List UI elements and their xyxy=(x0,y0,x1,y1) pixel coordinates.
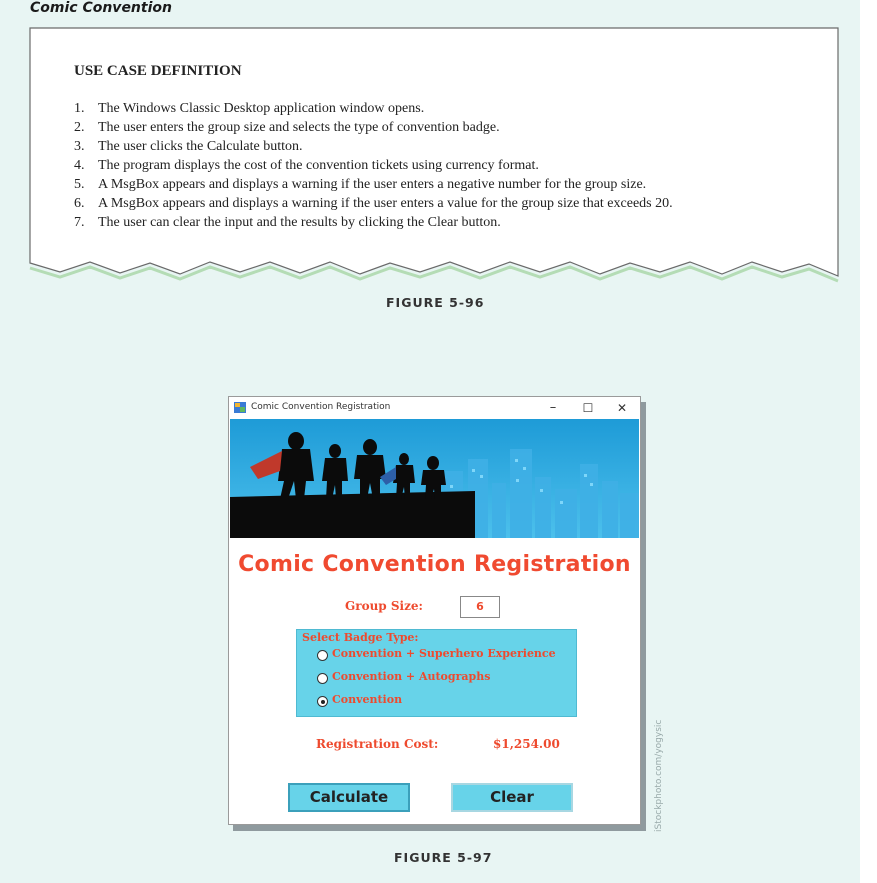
group-size-label: Group Size: xyxy=(345,599,423,613)
section-title: Comic Convention xyxy=(30,0,172,16)
list-item: 4. The program displays the cost of the convention tickets using currency format. xyxy=(74,158,539,173)
radio-button[interactable] xyxy=(317,673,328,684)
list-item: 2. The user enters the group size and selects the type of convention badge. xyxy=(74,120,500,135)
list-item: 3. The user clicks the Calculate button. xyxy=(74,139,303,154)
list-item: 5. A MsgBox appears and displays a warning if the user enters a negative number for the group size. xyxy=(74,177,647,192)
maximize-button[interactable]: ☐ xyxy=(582,401,594,415)
minimize-button[interactable]: – xyxy=(549,400,557,415)
list-item: 7. The user can clear the input and the results by clicking the Clear button. xyxy=(74,215,501,230)
figure-96-caption: FIGURE 5-96 xyxy=(386,295,485,310)
app-title: Comic Convention Registration xyxy=(238,552,631,577)
registration-cost-label: Registration Cost: xyxy=(316,737,439,751)
use-case-steps xyxy=(74,99,673,232)
superhero-banner-image xyxy=(230,419,639,538)
group-size-input[interactable]: 6 xyxy=(460,596,500,618)
calculate-button[interactable]: Calculate xyxy=(288,783,410,812)
radio-label: Convention xyxy=(332,693,403,706)
clear-button[interactable]: Clear xyxy=(451,783,573,812)
use-case-heading: USE CASE DEFINITION xyxy=(74,63,242,79)
list-item: 1. The Windows Classic Desktop application window opens. xyxy=(74,101,425,116)
list-item: 6. A MsgBox appears and displays a warning if the user enters a value for the group size that exceeds 20. xyxy=(74,196,673,211)
radio-button[interactable] xyxy=(317,650,328,661)
registration-cost-value: $1,254.00 xyxy=(493,737,560,751)
radio-label: Convention + Superhero Experience xyxy=(332,647,556,660)
badge-type-group xyxy=(296,629,577,717)
radio-button-checked[interactable] xyxy=(317,696,328,707)
app-window xyxy=(228,396,641,825)
figure-97-caption: FIGURE 5-97 xyxy=(394,850,493,865)
close-button[interactable]: ✕ xyxy=(616,401,628,415)
app-icon xyxy=(234,402,246,413)
photo-credit: iStockphoto.com/yogysic xyxy=(654,719,664,832)
radio-label: Convention + Autographs xyxy=(332,670,491,683)
badge-type-label: Select Badge Type: xyxy=(302,631,419,644)
window-title: Comic Convention Registration xyxy=(251,402,391,412)
title-bar xyxy=(229,397,640,419)
